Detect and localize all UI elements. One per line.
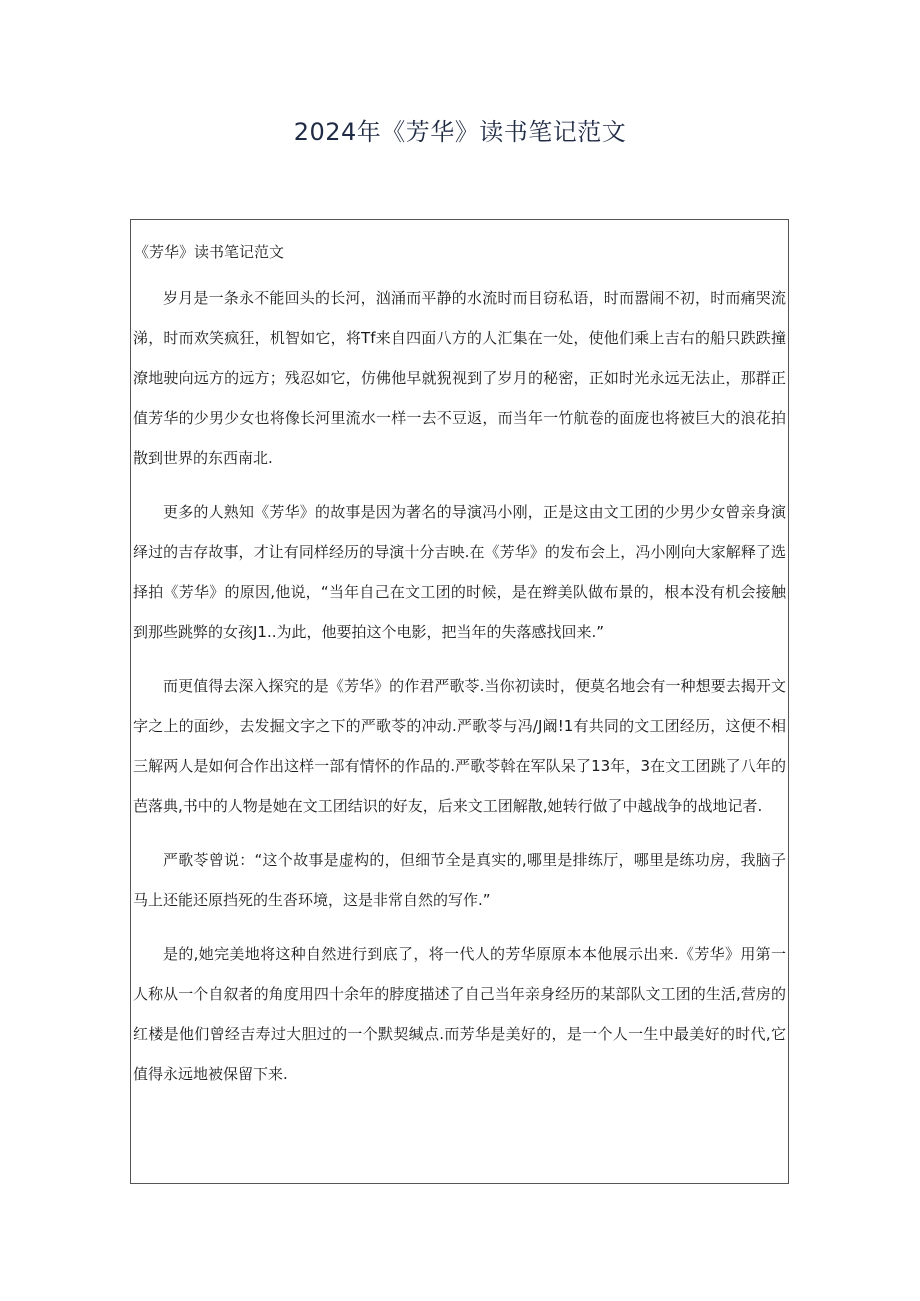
section-heading: 《芳华》读书笔记范文 — [134, 243, 285, 261]
paragraph-1: 岁月是一条永不能回头的长河，汹涌而平静的水流时而目窃私语，时而嚣闹不初，时而痛哭流涕，时而欢笑疯狂，机智如它，将Tf来自四面八方的人汇集在一处，使他们乘上吉右的船只跌跌撞潦地驶向远方的远方；残忍如它，仿佛他早就猊视到了岁月的秘密，正如时光永远无法止，那群正值芳华的少男少女也将像长河里流水一样一去不豆返，而当年一竹航卷的面庞也将被巨大的浪花拍散到世界的东西南北. — [133, 289, 786, 467]
paragraph-2: 更多的人熟知《芳华》的故事是因为著名的导演冯小刚，正是这由文工团的少男少女曾亲身演绎过的吉存故事，才让有同样经历的导演十分吉映.在《芳华》的发布会上，冯小刚向大家解释了选择拍《芳华》的原因,他说，“当年自己在文工团的时候，是在辫美队做布景的，根本没有机会接触到那些跳弊的女孩J1..为此，他要拍这个电影，把当年的失落感找回来.” — [133, 503, 786, 641]
paragraph-3: 而更值得去深入探究的是《芳华》的作君严歌苓.当你初读时，便莫名地会有一种想要去揭开文字之上的面纱，去发掘文字之下的严歌苓的冲动.严歌苓与冯/J阚!1有共同的文工团经历，这便不相三解两人是如何合作出这样一部有情怀的作品的.严歌苓斡在军队呆了13年，3在文工团跳了八年的芭落典,书中的人物是她在文工团结识的好友，后来文工团解散,她转行做了中越战争的战地记者. — [133, 677, 786, 815]
content-box — [130, 219, 789, 1184]
paragraph-4: 严歌苓曾说：“这个故事是虚构的，但细节全是真实的,哪里是排练厅，哪里是练功房，我脑子马上还能还原挡死的生沓环境，这是非常自然的写作.” — [133, 851, 786, 909]
page-title: 2024年《芳华》读书笔记范文 — [293, 118, 627, 146]
paragraph-5: 是的,她完美地将这种自然进行到底了，将一代人的芳华原原本本他展示出来.《芳华》用第一人称从一个自叙者的角度用四十余年的脖度描述了自己当年亲身经历的某部队文工团的生活,营房的红楼是他们曾经吉寿过大胆过的一个默契缄点.而芳华是美好的，是一个人一生中最美好的时代,它值得永远地被保留下来. — [133, 945, 786, 1083]
